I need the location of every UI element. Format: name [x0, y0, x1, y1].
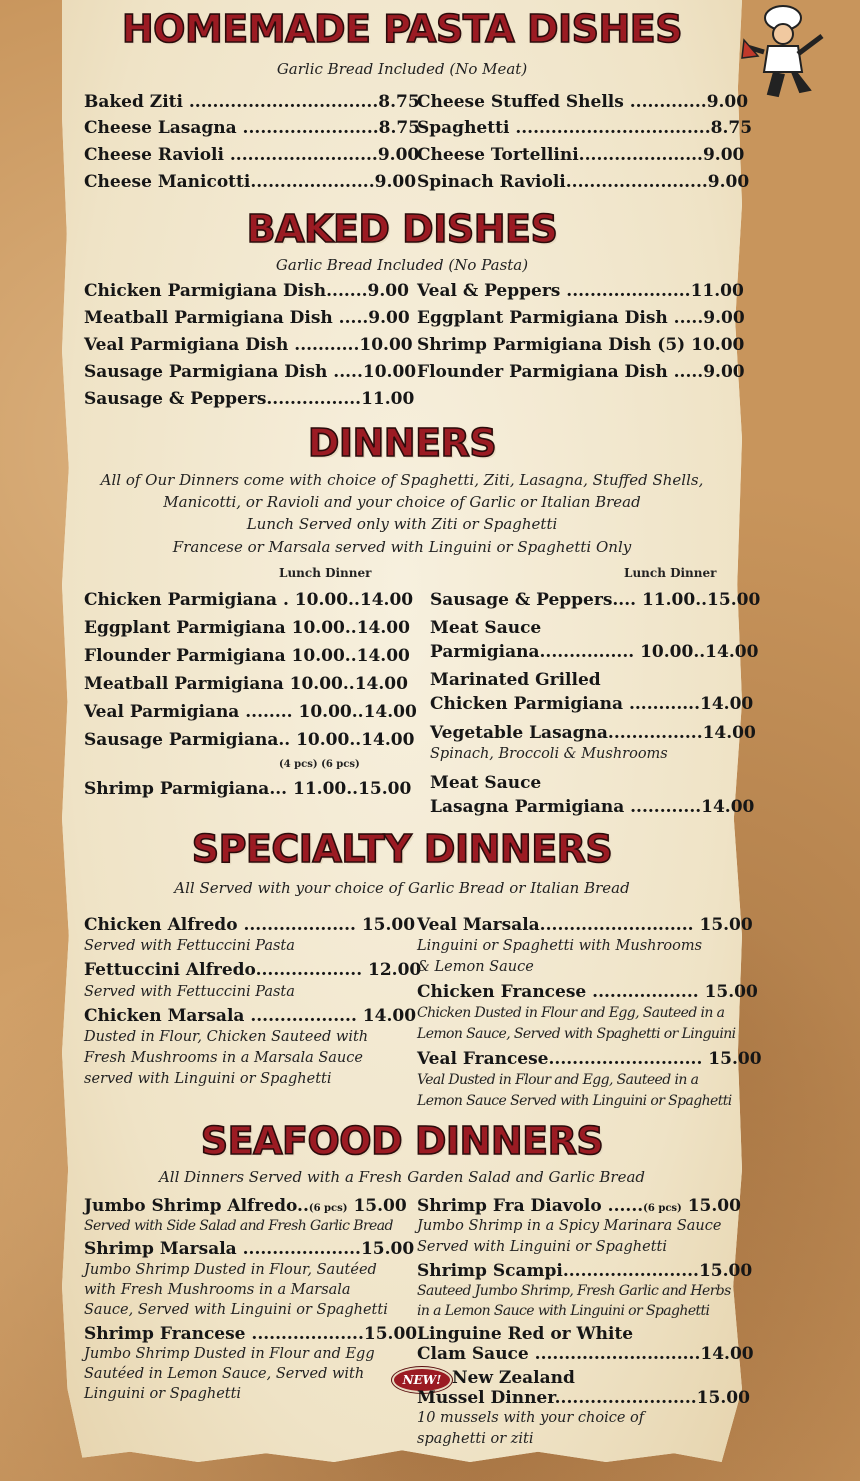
- item-description: Veal Dusted in Flour and Egg, Sauteed in a: [417, 1072, 699, 1088]
- menu-item: Meat Sauce: [430, 618, 542, 638]
- specialty-section-title: SPECIALTY DINNERS: [191, 827, 613, 871]
- item-description: Linguini or Spaghetti with Mushrooms: [417, 938, 703, 954]
- menu-item: Cheese Tortellini.....................9.00: [417, 145, 745, 165]
- menu-item: Sausage & Peppers................11.00: [84, 389, 415, 409]
- menu-item: Cheese Lasagna .......................8.75: [84, 118, 421, 138]
- menu-item: Chicken Parmigiana Dish.......9.00: [84, 281, 409, 301]
- menu-item: Veal & Peppers .....................11.00: [417, 281, 744, 301]
- item-description: Fresh Mushrooms in a Marsala Sauce: [84, 1050, 363, 1066]
- menu-item: Linguine Red or White: [417, 1324, 634, 1344]
- seafood-subtitle: All Dinners Served with a Fresh Garden Salad and Garlic Bread: [158, 1168, 646, 1186]
- item-price: 15.00: [687, 1196, 741, 1216]
- item-description: Served with Side Salad and Fresh Garlic Bread: [84, 1218, 393, 1234]
- item-description: Jumbo Shrimp Dusted in Flour, Sautéed: [84, 1262, 377, 1278]
- baked-subtitle: Garlic Bread Included (No Pasta): [275, 256, 529, 274]
- menu-item: Chicken Parmigiana ............14.00: [430, 694, 754, 714]
- item-description: served with Linguini or Spaghetti: [84, 1071, 332, 1087]
- menu-item: Clam Sauce ............................14.00: [417, 1344, 754, 1364]
- dinners-section-title: DINNERS: [307, 421, 497, 465]
- menu-item: Fettuccini Alfredo.................. 12.00: [84, 960, 422, 980]
- menu-item: Shrimp Parmigiana... 11.00..15.00: [84, 779, 412, 799]
- menu-item: Spaghetti .................................8.75: [417, 118, 753, 138]
- item-description: Served with Fettuccini Pasta: [84, 938, 295, 954]
- menu-item: Marinated Grilled: [430, 670, 601, 690]
- menu-item: Chicken Francese .................. 15.00: [417, 982, 758, 1002]
- menu-item: Meatball Parmigiana 10.00..14.00: [84, 674, 408, 694]
- item-description: Served with Fettuccini Pasta: [84, 984, 295, 1000]
- menu-item: Veal Parmigiana ........ 10.00..14.00: [84, 702, 417, 722]
- dinners-note: Lunch Served only with Ziti or Spaghetti: [246, 515, 558, 533]
- item-description: Chicken Dusted in Flour and Egg, Sauteed in a: [417, 1005, 725, 1021]
- menu-item: Mussel Dinner........................15.00: [417, 1388, 750, 1408]
- item-description: Dusted in Flour, Chicken Sauteed with: [84, 1029, 369, 1045]
- pasta-subtitle: Garlic Bread Included (No Meat): [276, 60, 528, 78]
- menu-item: Meat Sauce: [430, 773, 542, 793]
- piece-count-label: (4 pcs) (6 pcs): [279, 759, 360, 770]
- chef-mascot-icon: [738, 0, 828, 100]
- dinners-note: All of Our Dinners come with choice of Spaghetti, Ziti, Lasagna, Stuffed Shells,: [100, 471, 704, 489]
- item-description: in a Lemon Sauce with Linguini or Spaghetti: [417, 1303, 710, 1319]
- menu-item: Cheese Ravioli .........................9.00: [84, 145, 420, 165]
- item-description: Sauce, Served with Linguini or Spaghetti: [84, 1302, 388, 1318]
- menu-item: Veal Marsala.......................... 15.00: [417, 915, 753, 935]
- item-description: with Fresh Mushrooms in a Marsala: [84, 1282, 351, 1298]
- lunch-dinner-header: Lunch Dinner: [279, 566, 372, 580]
- menu-item: Shrimp Scampi.......................15.00: [417, 1261, 753, 1281]
- dinners-note: Manicotti, or Ravioli and your choice of Garlic or Italian Bread: [163, 493, 641, 511]
- baked-section-title: BAKED DISHES: [246, 207, 558, 251]
- item-description: Spinach, Broccoli & Mushrooms: [430, 746, 668, 762]
- item-price: 15.00: [353, 1196, 407, 1216]
- dinners-note: Francese or Marsala served with Linguini or Spaghetti Only: [172, 538, 632, 556]
- lunch-dinner-header: Lunch Dinner: [624, 566, 717, 580]
- menu-item: Vegetable Lasagna................14.00: [430, 723, 756, 743]
- new-badge: NEW!: [392, 1367, 452, 1393]
- item-description: Lemon Sauce, Served with Spaghetti or Linguini: [417, 1026, 736, 1042]
- menu-item: Eggplant Parmigiana 10.00..14.00: [84, 618, 410, 638]
- specialty-subtitle: All Served with your choice of Garlic Bread or Italian Bread: [174, 879, 630, 897]
- menu-item: Spinach Ravioli........................9.00: [417, 172, 750, 192]
- menu-item: Flounder Parmigiana Dish .....9.00: [417, 362, 745, 382]
- item-description: spaghetti or ziti: [417, 1431, 534, 1447]
- menu-item: Shrimp Parmigiana Dish (5) 10.00: [417, 335, 745, 355]
- menu-item: Veal Parmigiana Dish ...........10.00: [84, 335, 413, 355]
- menu-item: Flounder Parmigiana 10.00..14.00: [84, 646, 410, 666]
- menu-item: Chicken Marsala .................. 14.00: [84, 1006, 417, 1026]
- item-description: Lemon Sauce Served with Linguini or Spaghetti: [417, 1093, 732, 1109]
- item-description: & Lemon Sauce: [417, 959, 534, 975]
- item-description: 10 mussels with your choice of: [417, 1410, 645, 1426]
- piece-count-label: (6 pcs): [308, 1203, 348, 1214]
- pasta-section-title: HOMEMADE PASTA DISHES: [121, 7, 683, 51]
- menu-item: New Zealand: [452, 1368, 575, 1388]
- item-description: Served with Linguini or Spaghetti: [417, 1239, 668, 1255]
- menu-item: Sausage & Peppers.... 11.00..15.00: [430, 590, 761, 610]
- menu-item: Meatball Parmigiana Dish .....9.00: [84, 308, 410, 328]
- menu-item: Sausage Parmigiana.. 10.00..14.00: [84, 730, 415, 750]
- menu-item: Veal Francese.......................... 15.00: [417, 1049, 762, 1069]
- menu-item: Shrimp Francese ...................15.00: [84, 1324, 418, 1344]
- menu-item: Eggplant Parmigiana Dish .....9.00: [417, 308, 745, 328]
- item-description: Linguini or Spaghetti: [84, 1386, 242, 1402]
- item-name: Jumbo Shrimp Alfredo..: [84, 1196, 309, 1216]
- menu-item: Cheese Stuffed Shells .............9.00: [417, 92, 749, 112]
- menu-item: Lasagna Parmigiana ............14.00: [430, 797, 755, 817]
- menu-item: Chicken Alfredo ................... 15.00: [84, 915, 416, 935]
- item-name: Shrimp Fra Diavolo ......: [417, 1196, 644, 1216]
- item-description: Sauteed Jumbo Shrimp, Fresh Garlic and Herbs: [417, 1283, 731, 1299]
- piece-count-label: (6 pcs): [643, 1203, 682, 1214]
- item-description: Jumbo Shrimp Dusted in Flour and Egg: [84, 1346, 375, 1362]
- seafood-section-title: SEAFOOD DINNERS: [200, 1119, 604, 1163]
- item-description: Sautéed in Lemon Sauce, Served with: [84, 1366, 365, 1382]
- menu-item: Cheese Manicotti.....................9.00: [84, 172, 417, 192]
- menu-item: Shrimp Marsala ....................15.00: [84, 1239, 415, 1259]
- menu-item: Baked Ziti ................................8.75: [84, 92, 420, 112]
- menu-item: Sausage Parmigiana Dish .....10.00: [84, 362, 417, 382]
- item-description: Jumbo Shrimp in a Spicy Marinara Sauce: [417, 1218, 722, 1234]
- menu-item: Chicken Parmigiana . 10.00..14.00: [84, 590, 414, 610]
- menu-item: Parmigiana................ 10.00..14.00: [430, 642, 759, 662]
